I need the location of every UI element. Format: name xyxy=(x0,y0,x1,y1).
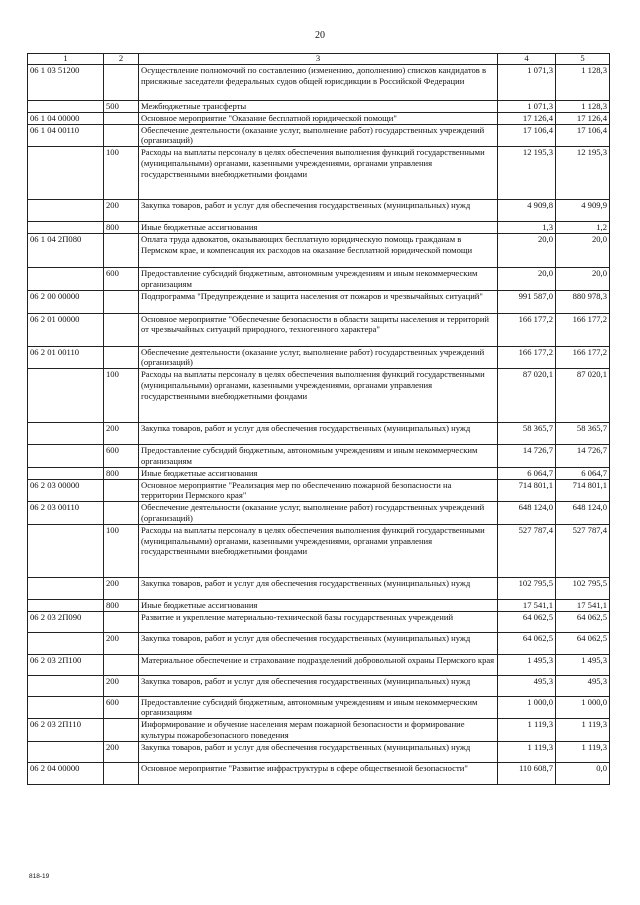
cell-kind xyxy=(104,233,139,267)
cell-value-1: 64 062,5 xyxy=(498,611,556,632)
cell-value-1: 6 064,7 xyxy=(498,467,556,479)
table-row xyxy=(28,267,610,290)
table-row xyxy=(28,124,610,147)
cell-name: Расходы на выплаты персоналу в целях обеспечения выполнения функций государственными (муниципальными) органами, казенными учреждениями, органами управления государственными внебюджетными фондами xyxy=(139,369,498,423)
table-row xyxy=(28,65,610,101)
cell-value-1: 20,0 xyxy=(498,267,556,290)
cell-value-2: 20,0 xyxy=(556,233,610,267)
cell-kind: 200 xyxy=(104,423,139,445)
cell-value-1: 166 177,2 xyxy=(498,313,556,346)
cell-value-2: 1 128,3 xyxy=(556,101,610,113)
cell-kind xyxy=(104,611,139,632)
cell-kind: 200 xyxy=(104,632,139,654)
cell-code xyxy=(28,675,104,696)
cell-name: Осуществление полномочий по составлению (изменению, дополнению) списков кандидатов в присяжные заседатели федеральных судов общей юрисдикции в Российской Федерации xyxy=(139,65,498,101)
cell-value-2: 648 124,0 xyxy=(556,502,610,525)
cell-value-2: 880 978,3 xyxy=(556,290,610,313)
cell-name: Расходы на выплаты персоналу в целях обеспечения выполнения функций государственными (муниципальными) органами, казенными учреждениями, органами управления государственными внебюджетными фондами xyxy=(139,147,498,200)
cell-value-2: 6 064,7 xyxy=(556,467,610,479)
cell-code: 06 2 03 00110 xyxy=(28,502,104,525)
cell-code: 06 2 00 00000 xyxy=(28,290,104,313)
cell-code: 06 2 01 00110 xyxy=(28,346,104,369)
cell-code: 06 1 03 51200 xyxy=(28,65,104,101)
cell-value-1: 527 787,4 xyxy=(498,524,556,577)
cell-name: Иные бюджетные ассигнования xyxy=(139,599,498,611)
table-body xyxy=(28,65,610,785)
table-row xyxy=(28,599,610,611)
cell-kind xyxy=(104,313,139,346)
budget-table xyxy=(27,53,610,785)
cell-name: Развитие и укрепление материально-технической базы государственных учреждений xyxy=(139,611,498,632)
cell-value-2: 17 541,1 xyxy=(556,599,610,611)
cell-kind xyxy=(104,502,139,525)
cell-code: 06 1 04 00000 xyxy=(28,112,104,124)
cell-name: Закупка товаров, работ и услуг для обеспечения государственных (муниципальных) нужд xyxy=(139,200,498,222)
page-number: 20 xyxy=(315,30,325,41)
cell-name: Обеспечение деятельности (оказание услуг, выполнение работ) государственных учреждений (организаций) xyxy=(139,346,498,369)
cell-code xyxy=(28,445,104,468)
cell-value-1: 495,3 xyxy=(498,675,556,696)
cell-value-1: 102 795,5 xyxy=(498,577,556,599)
cell-value-2: 12 195,3 xyxy=(556,147,610,200)
cell-kind xyxy=(104,290,139,313)
cell-value-2: 102 795,5 xyxy=(556,577,610,599)
cell-value-1: 17 541,1 xyxy=(498,599,556,611)
table-row xyxy=(28,112,610,124)
table-row xyxy=(28,222,610,234)
table-row xyxy=(28,502,610,525)
table-row xyxy=(28,423,610,445)
cell-kind xyxy=(104,112,139,124)
header-col-3: 3 xyxy=(139,54,498,65)
cell-code xyxy=(28,741,104,762)
table-row xyxy=(28,696,610,719)
cell-value-1: 1 071,3 xyxy=(498,65,556,101)
cell-value-2: 0,0 xyxy=(556,762,610,784)
cell-kind: 200 xyxy=(104,577,139,599)
cell-name: Закупка товаров, работ и услуг для обеспечения государственных (муниципальных) нужд xyxy=(139,577,498,599)
cell-code: 06 2 04 00000 xyxy=(28,762,104,784)
table-row xyxy=(28,147,610,200)
cell-value-1: 1 119,3 xyxy=(498,741,556,762)
cell-value-2: 87 020,1 xyxy=(556,369,610,423)
cell-code xyxy=(28,267,104,290)
cell-value-1: 166 177,2 xyxy=(498,346,556,369)
cell-value-1: 991 587,0 xyxy=(498,290,556,313)
header-col-4: 4 xyxy=(498,54,556,65)
cell-code xyxy=(28,696,104,719)
cell-kind: 600 xyxy=(104,267,139,290)
cell-value-2: 166 177,2 xyxy=(556,346,610,369)
cell-code: 06 2 03 00000 xyxy=(28,479,104,502)
cell-kind xyxy=(104,762,139,784)
cell-name: Межбюджетные трансферты xyxy=(139,101,498,113)
cell-name: Иные бюджетные ассигнования xyxy=(139,222,498,234)
cell-name: Основное мероприятие "Развитие инфраструктуры в сфере общественной безопасности" xyxy=(139,762,498,784)
cell-name: Основное мероприятие "Обеспечение безопасности в области защиты населения и территорий от чрезвычайных ситуаций природного, техногенного характера" xyxy=(139,313,498,346)
table-row xyxy=(28,577,610,599)
table-row xyxy=(28,200,610,222)
cell-value-2: 64 062,5 xyxy=(556,632,610,654)
cell-value-1: 20,0 xyxy=(498,233,556,267)
table-row xyxy=(28,479,610,502)
cell-code: 06 2 03 2П110 xyxy=(28,719,104,742)
cell-code: 06 1 04 00110 xyxy=(28,124,104,147)
cell-value-2: 14 726,7 xyxy=(556,445,610,468)
table-row xyxy=(28,719,610,742)
cell-value-2: 1 000,0 xyxy=(556,696,610,719)
cell-value-1: 1 071,3 xyxy=(498,101,556,113)
table-row xyxy=(28,741,610,762)
cell-code xyxy=(28,599,104,611)
cell-code xyxy=(28,467,104,479)
cell-code: 06 2 03 2П100 xyxy=(28,654,104,675)
cell-value-2: 4 909,9 xyxy=(556,200,610,222)
table-row xyxy=(28,313,610,346)
cell-kind xyxy=(104,719,139,742)
cell-value-1: 58 365,7 xyxy=(498,423,556,445)
header-col-1: 1 xyxy=(28,54,104,65)
cell-value-1: 14 726,7 xyxy=(498,445,556,468)
table-row xyxy=(28,611,610,632)
table-row xyxy=(28,524,610,577)
cell-value-1: 87 020,1 xyxy=(498,369,556,423)
cell-kind: 800 xyxy=(104,222,139,234)
cell-kind xyxy=(104,65,139,101)
cell-value-1: 64 062,5 xyxy=(498,632,556,654)
cell-value-1: 714 801,1 xyxy=(498,479,556,502)
cell-kind: 100 xyxy=(104,369,139,423)
table-row xyxy=(28,762,610,784)
table-row xyxy=(28,346,610,369)
cell-value-1: 1,3 xyxy=(498,222,556,234)
header-col-2: 2 xyxy=(104,54,139,65)
cell-value-1: 1 000,0 xyxy=(498,696,556,719)
cell-name: Обеспечение деятельности (оказание услуг, выполнение работ) государственных учреждений (организаций) xyxy=(139,502,498,525)
cell-value-2: 527 787,4 xyxy=(556,524,610,577)
cell-code xyxy=(28,423,104,445)
cell-kind: 800 xyxy=(104,467,139,479)
cell-kind: 600 xyxy=(104,445,139,468)
cell-value-2: 1 128,3 xyxy=(556,65,610,101)
cell-name: Основное мероприятие "Оказание бесплатной юридической помощи" xyxy=(139,112,498,124)
cell-value-1: 1 495,3 xyxy=(498,654,556,675)
cell-name: Предоставление субсидий бюджетным, автономным учреждениям и иным некоммерческим организациям xyxy=(139,696,498,719)
table-row xyxy=(28,654,610,675)
cell-name: Закупка товаров, работ и услуг для обеспечения государственных (муниципальных) нужд xyxy=(139,675,498,696)
cell-value-2: 58 365,7 xyxy=(556,423,610,445)
cell-value-2: 1,2 xyxy=(556,222,610,234)
table-row xyxy=(28,290,610,313)
cell-value-2: 1 495,3 xyxy=(556,654,610,675)
cell-name: Расходы на выплаты персоналу в целях обеспечения выполнения функций государственными (муниципальными) органами, казенными учреждениями, органами управления государственными внебюджетными фондами xyxy=(139,524,498,577)
cell-value-1: 4 909,8 xyxy=(498,200,556,222)
cell-kind: 500 xyxy=(104,101,139,113)
cell-name: Обеспечение деятельности (оказание услуг, выполнение работ) государственных учреждений (организаций) xyxy=(139,124,498,147)
cell-value-1: 17 126,4 xyxy=(498,112,556,124)
cell-code xyxy=(28,577,104,599)
cell-name: Закупка товаров, работ и услуг для обеспечения государственных (муниципальных) нужд xyxy=(139,632,498,654)
cell-kind: 800 xyxy=(104,599,139,611)
table-row xyxy=(28,369,610,423)
cell-kind: 100 xyxy=(104,147,139,200)
cell-value-2: 1 119,3 xyxy=(556,719,610,742)
cell-code xyxy=(28,200,104,222)
table-row xyxy=(28,632,610,654)
cell-kind xyxy=(104,346,139,369)
cell-kind: 200 xyxy=(104,200,139,222)
table-row xyxy=(28,233,610,267)
cell-value-2: 1 119,3 xyxy=(556,741,610,762)
table-row xyxy=(28,675,610,696)
table-row xyxy=(28,467,610,479)
cell-name: Предоставление субсидий бюджетным, автономным учреждениям и иным некоммерческим организациям xyxy=(139,267,498,290)
cell-code xyxy=(28,101,104,113)
cell-value-2: 20,0 xyxy=(556,267,610,290)
cell-name: Информирование и обучение населения мерам пожарной безопасности и формирование культуры пожаробезопасного поведения xyxy=(139,719,498,742)
table-row xyxy=(28,445,610,468)
cell-name: Закупка товаров, работ и услуг для обеспечения государственных (муниципальных) нужд xyxy=(139,423,498,445)
cell-code xyxy=(28,524,104,577)
cell-name: Иные бюджетные ассигнования xyxy=(139,467,498,479)
cell-value-2: 166 177,2 xyxy=(556,313,610,346)
header-row xyxy=(28,54,610,65)
cell-value-1: 12 195,3 xyxy=(498,147,556,200)
cell-kind xyxy=(104,124,139,147)
cell-kind xyxy=(104,654,139,675)
footer-code: 818-19 xyxy=(29,873,50,880)
cell-code xyxy=(28,222,104,234)
cell-name: Материальное обеспечение и страхование подразделений добровольной охраны Пермского края xyxy=(139,654,498,675)
cell-value-2: 17 106,4 xyxy=(556,124,610,147)
cell-code: 06 2 03 2П090 xyxy=(28,611,104,632)
cell-name: Предоставление субсидий бюджетным, автономным учреждениям и иным некоммерческим организациям xyxy=(139,445,498,468)
cell-code xyxy=(28,369,104,423)
cell-kind: 200 xyxy=(104,675,139,696)
cell-value-2: 714 801,1 xyxy=(556,479,610,502)
cell-value-1: 110 608,7 xyxy=(498,762,556,784)
header-col-5: 5 xyxy=(556,54,610,65)
cell-kind xyxy=(104,479,139,502)
cell-value-1: 1 119,3 xyxy=(498,719,556,742)
cell-name: Закупка товаров, работ и услуг для обеспечения государственных (муниципальных) нужд xyxy=(139,741,498,762)
cell-code: 06 1 04 2П080 xyxy=(28,233,104,267)
cell-value-2: 17 126,4 xyxy=(556,112,610,124)
cell-value-2: 495,3 xyxy=(556,675,610,696)
cell-name: Оплата труда адвокатов, оказывающих бесплатную юридическую помощь гражданам в Пермском крае, и компенсация их расходов на оказание бесплатной юридической помощи xyxy=(139,233,498,267)
cell-code: 06 2 01 00000 xyxy=(28,313,104,346)
cell-kind: 600 xyxy=(104,696,139,719)
cell-kind: 100 xyxy=(104,524,139,577)
cell-value-1: 648 124,0 xyxy=(498,502,556,525)
table-row xyxy=(28,101,610,113)
cell-kind: 200 xyxy=(104,741,139,762)
cell-value-1: 17 106,4 xyxy=(498,124,556,147)
cell-name: Подпрограмма "Предупреждение и защита населения от пожаров и чрезвычайных ситуаций" xyxy=(139,290,498,313)
cell-code xyxy=(28,632,104,654)
cell-code xyxy=(28,147,104,200)
cell-value-2: 64 062,5 xyxy=(556,611,610,632)
cell-name: Основное мероприятие "Реализация мер по обеспечению пожарной безопасности на территории Пермского края" xyxy=(139,479,498,502)
